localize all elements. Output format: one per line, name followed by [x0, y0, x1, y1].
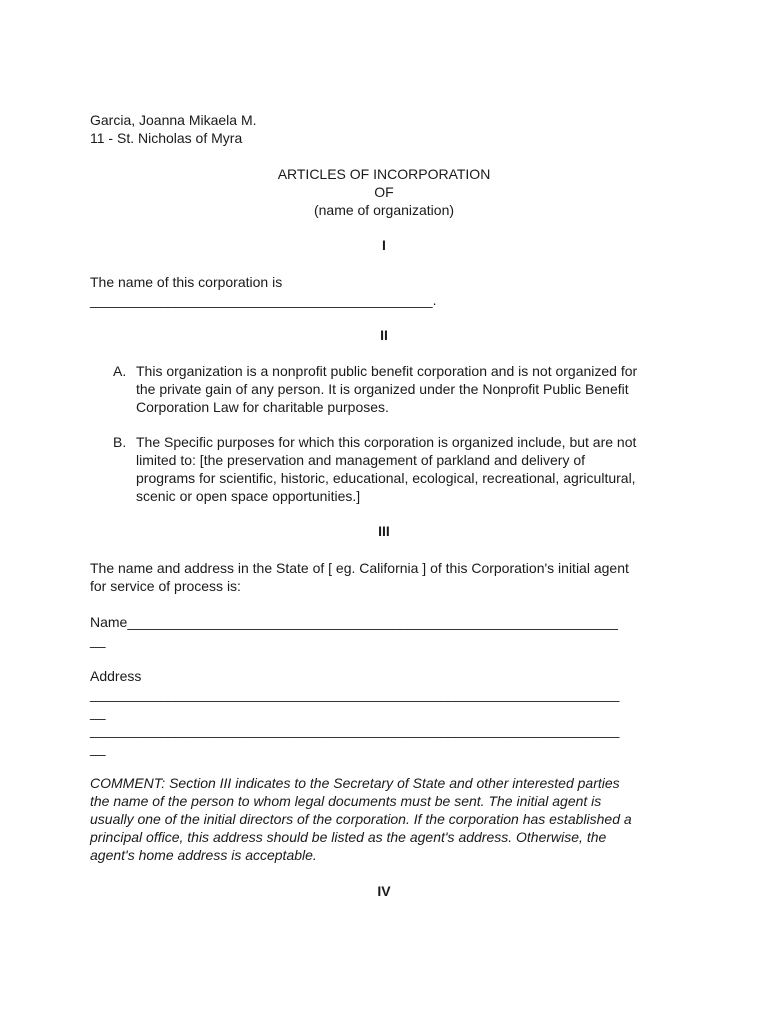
article-3-intro: for service of process is: [90, 578, 241, 594]
document-title: ARTICLES OF INCORPORATION [277, 166, 491, 182]
agent-name-field-wrap: __ [90, 632, 106, 648]
article-4-heading: IV [377, 883, 391, 899]
article-3-heading: III [378, 523, 390, 539]
comment-line: COMMENT: Section III indicates to the Secretary of State and other interested parties [90, 775, 620, 791]
class-section: 11 - St. Nicholas of Myra [90, 130, 243, 146]
comment-line: agent's home address is acceptable. [90, 847, 317, 863]
article-1-text: The name of this corporation is [90, 274, 283, 290]
document-title-of: OF [374, 184, 394, 200]
item-b-line: The Specific purposes for which this corporation is organized include, but are not [136, 434, 637, 450]
item-a-line: This organization is a nonprofit public benefit corporation and is not organized for [136, 363, 638, 379]
agent-name-field: Name_______________________________________________________________ [90, 614, 618, 630]
item-b-line: limited to: [the preservation and management of parkland and delivery of [136, 452, 586, 468]
item-b-line: scenic or open space opportunities.] [136, 488, 361, 504]
item-b-line: programs for scientific, historic, educational, ecological, recreational, agricultural, [136, 470, 636, 486]
item-b-letter: B. [113, 434, 127, 450]
agent-address-field: ____________________________________________________________________ [90, 686, 620, 702]
document-title-org: (name of organization) [313, 202, 455, 218]
item-a-line: the private gain of any person. It is organized under the Nonprofit Public Benefit [136, 381, 629, 397]
agent-address-label: Address [90, 668, 142, 684]
author-name: Garcia, Joanna Mikaela M. [90, 112, 257, 128]
item-a-line: Corporation Law for charitable purposes. [136, 399, 389, 415]
agent-address-field: ____________________________________________________________________ [90, 722, 620, 738]
article-3-intro: The name and address in the State of [ eg. California ] of this Corporation's initial agent [90, 560, 629, 576]
article-2-heading: II [380, 327, 388, 343]
article-1-blank: ____________________________________________. [90, 292, 437, 308]
comment-line: the name of the person to whom legal documents must be sent. The initial agent is [90, 793, 602, 809]
agent-address-field-wrap: __ [90, 740, 106, 756]
comment-line: usually one of the initial directors of the corporation. If the corporation has established a [90, 811, 632, 827]
comment-line: principal office, this address should be listed as the agent's address. Otherwise, the [90, 829, 607, 845]
article-1-heading: I [382, 237, 386, 253]
item-a-letter: A. [113, 363, 127, 379]
agent-address-field-wrap: __ [90, 704, 106, 720]
